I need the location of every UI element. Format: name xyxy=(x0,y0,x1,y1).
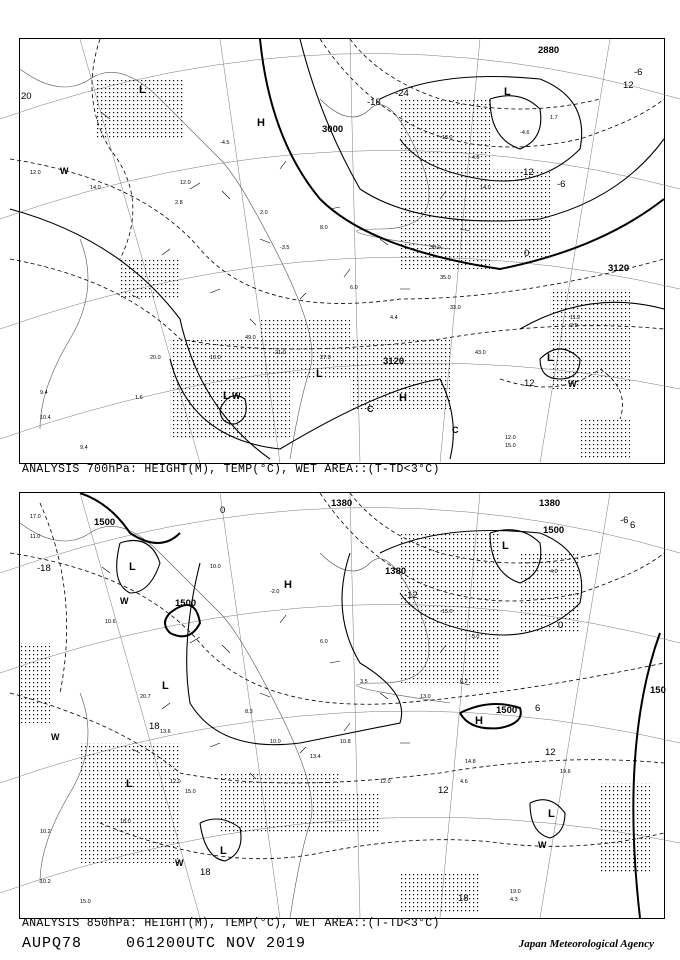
svg-text:20.0: 20.0 xyxy=(150,355,161,361)
svg-text:8.3: 8.3 xyxy=(245,709,253,715)
warm-symbol: W xyxy=(51,732,60,742)
temp-label: 12 xyxy=(623,80,634,91)
svg-text:2.8: 2.8 xyxy=(175,200,183,206)
svg-text:14.0: 14.0 xyxy=(480,185,491,191)
svg-text:19.0: 19.0 xyxy=(510,889,521,895)
temp-label: -12 xyxy=(520,167,534,178)
high-symbol: H xyxy=(399,392,407,404)
temp-label: 12 xyxy=(545,747,556,758)
cold-symbol: C xyxy=(367,404,374,414)
warm-symbol: W xyxy=(175,858,184,868)
svg-text:8.0: 8.0 xyxy=(320,225,328,231)
chart-700hpa xyxy=(19,38,665,464)
station-values xyxy=(30,115,580,451)
svg-text:21.0: 21.0 xyxy=(275,350,286,356)
svg-text:-13.0: -13.0 xyxy=(440,135,453,141)
low-symbol: L xyxy=(504,86,511,98)
temp-label: -6 xyxy=(557,179,566,190)
svg-text:11.0: 11.0 xyxy=(30,534,41,540)
svg-text:-2.0: -2.0 xyxy=(270,589,280,595)
high-symbol: H xyxy=(284,579,292,591)
wet-areas xyxy=(95,79,630,459)
svg-text:10.0: 10.0 xyxy=(270,739,281,745)
low-symbol: L xyxy=(129,561,136,573)
svg-text:19.6: 19.6 xyxy=(560,769,571,775)
temp-label: 18 xyxy=(200,867,211,878)
svg-text:43.0: 43.0 xyxy=(475,350,486,356)
temp-label: -18 xyxy=(367,97,381,108)
valid-time: 061200UTC NOV 2019 xyxy=(126,935,307,952)
low-symbol: L xyxy=(220,845,227,857)
svg-text:-4.0: -4.0 xyxy=(470,155,480,161)
temp-label: 0 xyxy=(558,620,564,631)
cold-symbol: C xyxy=(452,425,459,435)
warm-symbol: W xyxy=(120,596,129,606)
temp-label: 12 xyxy=(524,378,535,389)
temp-label: -18 xyxy=(37,563,51,574)
chart-code: AUPQ78 xyxy=(22,935,83,952)
svg-text:10.2: 10.2 xyxy=(40,879,51,885)
contour-label: 1380 xyxy=(331,498,353,509)
contour-label: 3000 xyxy=(322,124,344,135)
svg-text:35.0: 35.0 xyxy=(440,275,451,281)
temp-label: 0 xyxy=(220,505,226,516)
contour-label: 1500 xyxy=(543,525,565,536)
svg-text:4.6: 4.6 xyxy=(460,779,468,785)
svg-text:49.0: 49.0 xyxy=(245,335,256,341)
svg-text:20.7: 20.7 xyxy=(140,694,151,700)
svg-text:9.4: 9.4 xyxy=(80,445,88,451)
temp-label: -6 xyxy=(620,515,629,526)
svg-text:10.0: 10.0 xyxy=(210,355,221,361)
warm-symbol: W xyxy=(568,379,577,389)
svg-text:6.0: 6.0 xyxy=(350,285,358,291)
caption-850hpa: ANALYSIS 850hPa: HEIGHT(M), TEMP(°C), WET AREA::(T-TD<3°C) xyxy=(22,917,440,930)
temp-label: -6 xyxy=(634,67,643,78)
svg-text:-3.5: -3.5 xyxy=(280,245,290,251)
svg-text:30.0: 30.0 xyxy=(430,245,441,251)
svg-text:15.0: 15.0 xyxy=(185,789,196,795)
temp-label: 12 xyxy=(438,785,449,796)
contour-label: 1500 xyxy=(496,705,518,716)
svg-text:1.6: 1.6 xyxy=(135,395,143,401)
svg-text:6.0: 6.0 xyxy=(320,639,328,645)
low-symbol: L xyxy=(316,368,323,380)
svg-text:12.0: 12.0 xyxy=(180,180,191,186)
warm-symbol: W xyxy=(232,391,241,401)
svg-text:13.6: 13.6 xyxy=(160,729,171,735)
svg-text:14.8: 14.8 xyxy=(465,759,476,765)
svg-text:4.4: 4.4 xyxy=(390,315,398,321)
wet-areas xyxy=(20,533,650,913)
svg-text:12.0: 12.0 xyxy=(380,779,391,785)
svg-text:17.0: 17.0 xyxy=(30,514,41,520)
temp-label: 6 xyxy=(535,703,541,714)
contour-label: 1500 xyxy=(94,517,116,528)
temp-label: 0 xyxy=(524,248,530,259)
svg-text:-5.0: -5.0 xyxy=(470,634,480,640)
svg-text:2.5: 2.5 xyxy=(570,323,578,329)
svg-text:13.0: 13.0 xyxy=(420,694,431,700)
svg-text:12.0: 12.0 xyxy=(30,170,41,176)
low-symbol: L xyxy=(162,680,169,692)
svg-text:9.4: 9.4 xyxy=(40,390,48,396)
caption-700hpa: ANALYSIS 700hPa: HEIGHT(M), TEMP(°C), WET AREA::(T-TD<3°C) xyxy=(22,463,440,476)
temp-label: 20 xyxy=(21,91,32,102)
svg-text:11.2: 11.2 xyxy=(570,315,581,321)
svg-text:2.0: 2.0 xyxy=(260,210,268,216)
low-symbol: L xyxy=(223,390,230,402)
low-symbol: L xyxy=(126,778,133,790)
warm-symbol: W xyxy=(60,166,69,176)
svg-text:-15.0: -15.0 xyxy=(440,609,453,615)
temp-label: -12 xyxy=(404,590,418,601)
svg-text:10.6: 10.6 xyxy=(105,619,116,625)
map-700hpa xyxy=(20,39,664,463)
contour-label: 2880 xyxy=(538,45,560,56)
svg-text:13.4: 13.4 xyxy=(310,754,321,760)
svg-text:4.3: 4.3 xyxy=(510,897,518,903)
svg-text:14.0: 14.0 xyxy=(90,185,101,191)
svg-text:10.4: 10.4 xyxy=(40,415,51,421)
temp-label: 6 xyxy=(630,520,636,531)
svg-text:12.0: 12.0 xyxy=(505,435,516,441)
high-symbol: H xyxy=(257,117,265,129)
contour-label: 3120 xyxy=(608,263,630,274)
svg-text:10.8: 10.8 xyxy=(340,739,351,745)
contour-label: 3120 xyxy=(383,356,405,367)
svg-text:33.0: 33.0 xyxy=(450,305,461,311)
svg-text:-4.5: -4.5 xyxy=(220,140,230,146)
map-850hpa xyxy=(20,493,664,918)
contour-label: 1500 xyxy=(175,598,197,609)
svg-text:10.0: 10.0 xyxy=(210,564,221,570)
warm-symbol: W xyxy=(538,840,547,850)
svg-text:1.7: 1.7 xyxy=(550,115,558,121)
svg-text:15.0: 15.0 xyxy=(505,443,516,449)
svg-text:12.0: 12.0 xyxy=(170,779,181,785)
svg-text:4.0: 4.0 xyxy=(550,569,558,575)
temp-label: 18 xyxy=(149,721,160,732)
low-symbol: L xyxy=(139,84,146,96)
contour-label: 1380 xyxy=(385,566,407,577)
svg-text:18.0: 18.0 xyxy=(120,819,131,825)
svg-text:-4.6: -4.6 xyxy=(520,130,530,136)
low-symbol: L xyxy=(548,808,555,820)
temp-label: 18 xyxy=(458,893,469,904)
agency-name: Japan Meteorological Agency xyxy=(518,938,654,950)
low-symbol: L xyxy=(547,352,554,364)
low-symbol: L xyxy=(502,540,509,552)
svg-text:3.5: 3.5 xyxy=(360,679,368,685)
svg-text:15.0: 15.0 xyxy=(80,899,91,905)
chart-850hpa xyxy=(19,492,665,919)
contour-label: 1380 xyxy=(539,498,561,509)
svg-text:6.2: 6.2 xyxy=(460,679,468,685)
svg-text:10.2: 10.2 xyxy=(40,829,51,835)
svg-text:27.0: 27.0 xyxy=(320,355,331,361)
high-symbol: H xyxy=(475,715,483,727)
contour-label: 150 xyxy=(650,685,666,696)
temp-label: -24 xyxy=(395,88,409,99)
